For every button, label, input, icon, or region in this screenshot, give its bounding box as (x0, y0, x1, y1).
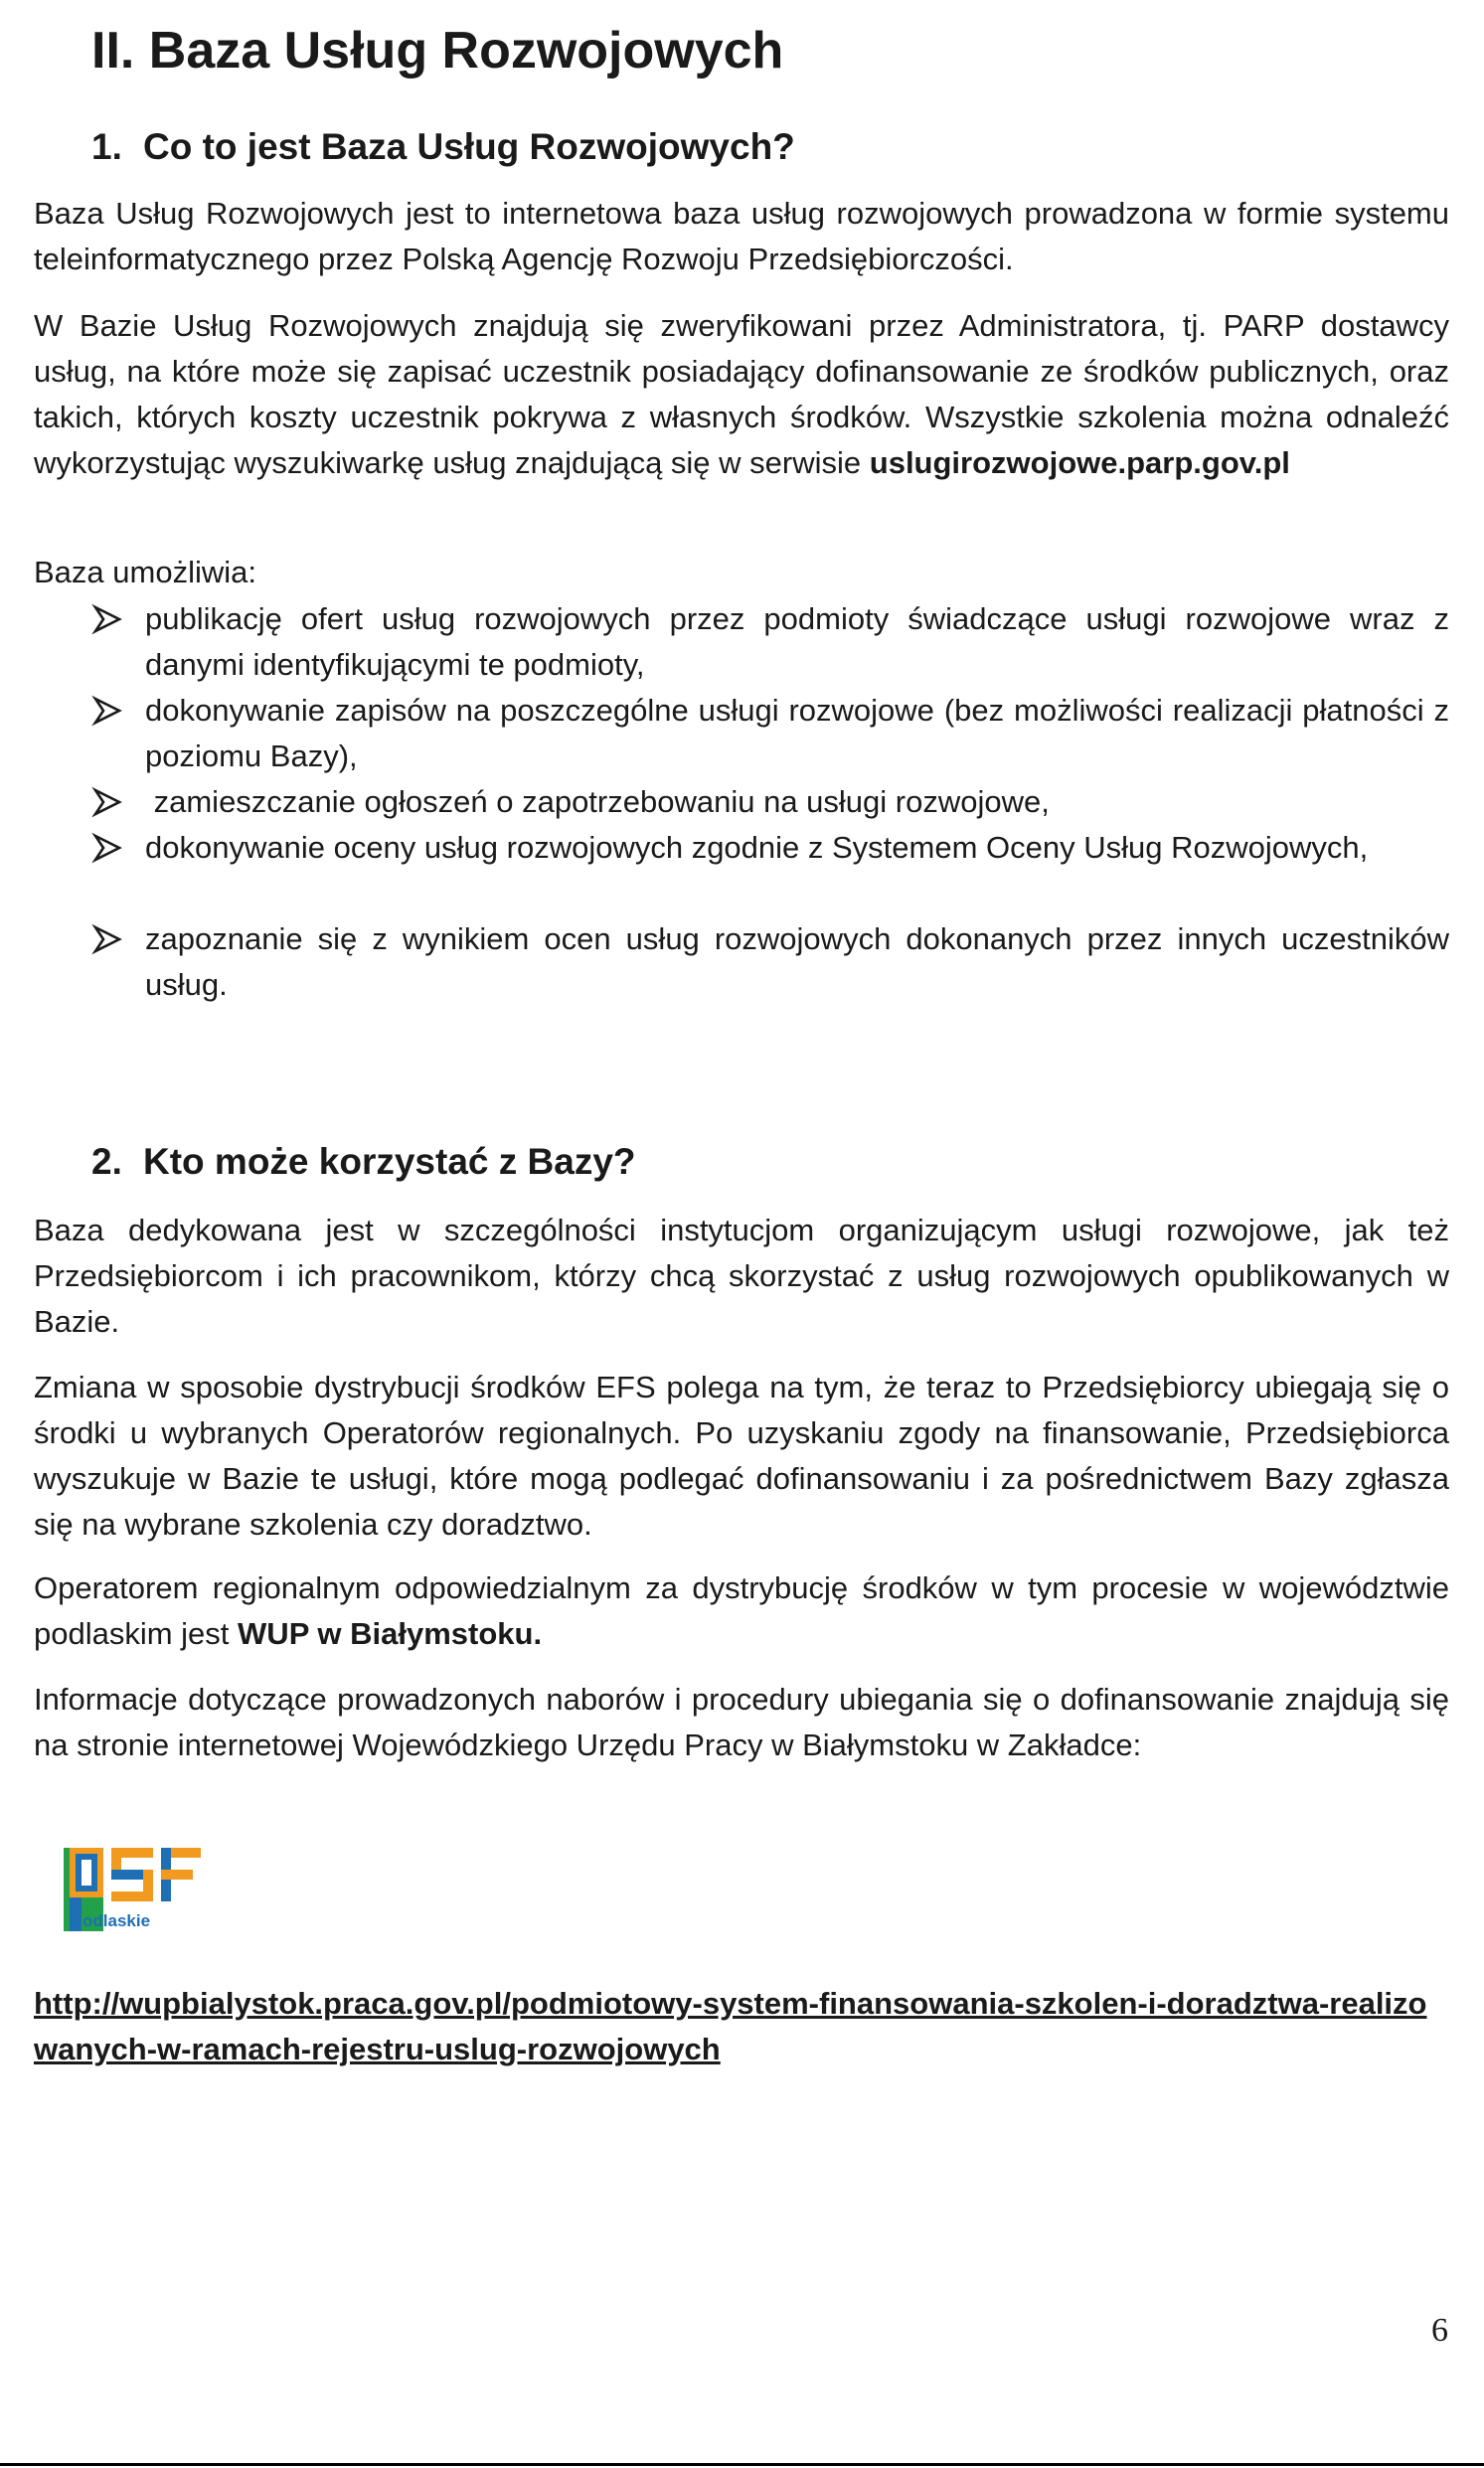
list-item-text: dokonywanie oceny usług rozwojowych zgodnie z Systemem Oceny Usług Rozwojowych, (145, 830, 1369, 865)
list-item (91, 688, 1449, 779)
section-2-heading (91, 1138, 636, 1186)
logo-subtext: odlaskie (82, 1911, 151, 1930)
section-2-paragraph-2: Zmiana w sposobie dystrybucji środków EFS polega na tym, że teraz to Przedsiębiorcy ubiegają się o środki u wybranych Operatorów regionalnych. Po uzyskaniu zgody na finansowanie, Przedsiębiorca wyszukuje w Bazie te usługi, które mogą podlegać dofinansowaniu i za pośrednictwem Bazy zgłasza się na wybrane szkolenia czy doradztwo. (34, 1370, 1449, 1542)
regional-operator-name: WUP w Białymstoku. (238, 1616, 543, 1651)
list-item-text: zapoznanie się z wynikiem ocen usług rozwojowych dokonanych przez innych uczestników usług. (145, 921, 1449, 1002)
logo-p-hole (82, 1860, 91, 1886)
page-title: II. Baza Usług Rozwojowych (91, 22, 784, 80)
section-1-heading (91, 123, 795, 171)
list-item-text: publikację ofert usług rozwojowych przez podmioty świadczące usługi rozwojowe wraz z danymi identyfikującymi te podmioty, (145, 601, 1449, 682)
section-2-paragraph-4: Informacje dotyczące prowadzonych naborów i procedury ubiegania się o dofinansowanie znajdują się na stronie internetowej Wojewódzkiego Urzędu Pracy w Białymstoku w Zakładce: (34, 1682, 1449, 1762)
section-1-paragraph-2-text: W Bazie Usług Rozwojowych znajdują się zweryfikowani przez Administratora, tj. PARP dostawcy usług, na które może się zapisać uczestnik posiadający dofinansowanie ze środków publicznych, oraz takich, których koszty uczestnik pokrywa z własnych środków. Wszystkie szkolenia można odnaleźć wykorzystując wyszukiwarkę usług znajdującą się w serwisie (34, 308, 1449, 480)
section-2-number: 2. (91, 1141, 122, 1182)
section-1-paragraph-2 (34, 303, 1449, 486)
list-item (91, 825, 1449, 871)
section-2-paragraph-1: Baza dedykowana jest w szczególności instytucjom organizującym usługi rozwojowe, jak też Przedsiębiorcom i ich pracownikom, którzy chcą skorzystać z usług rozwojowych opublikowanych w Bazie. (34, 1213, 1449, 1339)
arrow-bullet-icon (91, 596, 131, 642)
psf-info-link[interactable]: http://wupbialystok.praca.gov.pl/podmiotowy-system-finansowania-szkolen-i-doradztwa-realizowanych-w-ramach-rejestru-uslug-rozwojowych (34, 1986, 1427, 2066)
arrow-bullet-icon (91, 779, 131, 825)
list-item (91, 596, 1449, 688)
list-item (91, 916, 1449, 1008)
arrow-bullet-icon (91, 825, 131, 871)
psf-podlaskie-logo (62, 1844, 205, 1935)
page-number: 6 (1431, 2312, 1448, 2349)
section-1-paragraph-1: Baza Usług Rozwojowych jest to internetowa baza usług rozwojowych prowadzona w formie systemu teleinformatycznego przez Polską Agencję Rozwoju Przedsiębiorczości. (34, 196, 1449, 276)
section-1-number: 1. (91, 126, 122, 167)
arrow-bullet-icon (91, 688, 131, 734)
logo-f-mid (161, 1870, 193, 1880)
list-item-text: dokonywanie zapisów na poszczególne usługi rozwojowe (bez możliwości realizacji płatności z poziomu Bazy), (145, 693, 1449, 773)
section-1-title: Co to jest Baza Usług Rozwojowych? (143, 126, 795, 167)
logo-p-stem (70, 1897, 82, 1931)
list-item (91, 779, 1449, 825)
section-2-paragraph-3 (34, 1565, 1449, 1657)
arrow-bullet-icon (91, 916, 131, 962)
logo-s-bottom (111, 1892, 153, 1901)
page-bottom-rule (0, 2463, 1484, 2466)
service-site-address: uslugirozwojowe.parp.gov.pl (869, 445, 1290, 480)
list-item-text: zamieszczanie ogłoszeń o zapotrzebowaniu na usługi rozwojowe, (145, 784, 1050, 819)
list-intro: Baza umożliwia: (34, 555, 256, 589)
section-2-paragraph-3-text: Operatorem regionalnym odpowiedzialnym za dystrybucję środków w tym procesie w województwie podlaskim jest (34, 1570, 1449, 1651)
section-2-title: Kto może korzystać z Bazy? (143, 1141, 636, 1182)
